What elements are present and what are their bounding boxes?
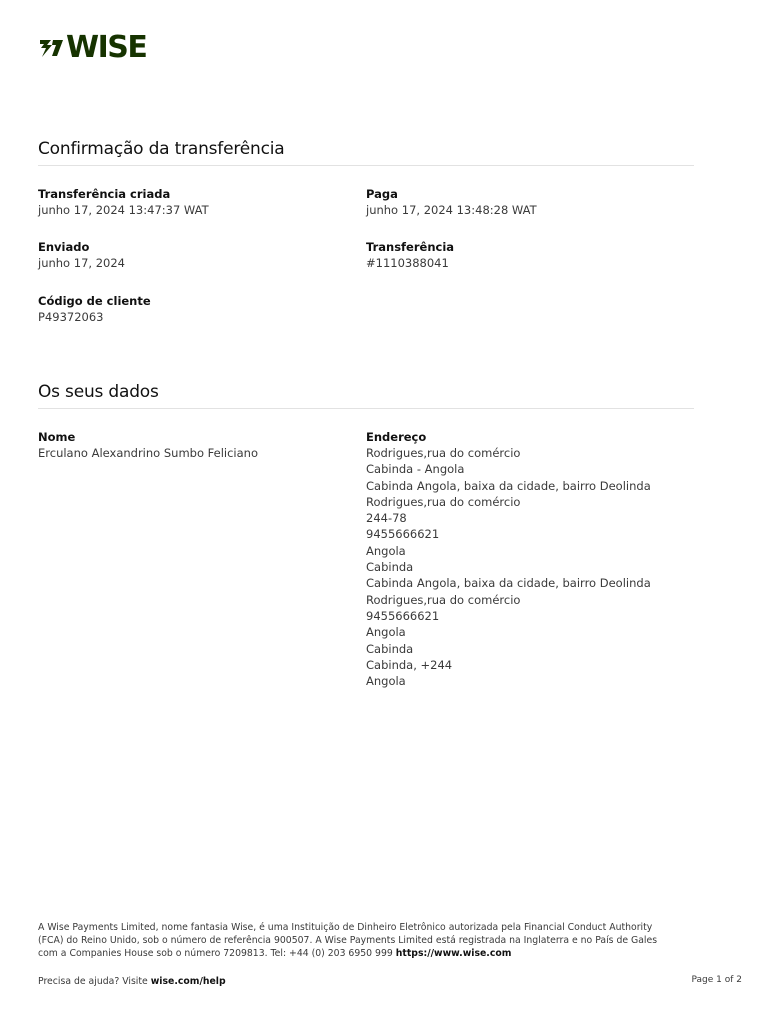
field-transfer-created [38, 186, 209, 218]
name-label: Nome [38, 430, 76, 444]
transfer-id-value: #1110388041 [366, 256, 449, 270]
address-value [366, 445, 651, 689]
paid-label: Paga [366, 187, 398, 201]
address-line: Cabinda - Angola [366, 462, 465, 477]
address-line: Angola [366, 543, 406, 558]
address-line: Cabinda [366, 560, 414, 575]
address-line: Rodrigues,rua do comércio [366, 592, 521, 607]
wise-logo [38, 30, 147, 65]
help-link[interactable]: wise.com/help [150, 976, 226, 987]
field-sent [38, 239, 125, 271]
wise-flag-icon [38, 35, 64, 61]
client-code-label: Código de cliente [38, 294, 151, 308]
address-line: Rodrigues,rua do comércio [366, 494, 521, 509]
address-line: Cabinda [366, 641, 414, 656]
transfer-confirmation-section [38, 139, 694, 166]
address-line: Cabinda Angola, baixa da cidade, bairro Deolinda [366, 576, 651, 591]
address-line: 9455666621 [366, 608, 440, 623]
wise-website-link[interactable]: https://www.wise.com [395, 948, 512, 959]
sent-label: Enviado [38, 240, 90, 254]
client-code-value: P49372063 [38, 310, 104, 324]
address-line: Rodrigues,rua do comércio [366, 446, 521, 460]
address-line: Cabinda Angola, baixa da cidade, bairro Deolinda [366, 478, 651, 493]
legal-disclaimer [38, 921, 678, 960]
legal-text: A Wise Payments Limited, nome fantasia Wise, é uma Instituição de Dinheiro Eletrônico autorizada pela Financial Conduct Authority (FCA) do Reino Unido, sob o número de referência 900507. A Wise Payments Limited está registrada na Inglaterra e no País de Gales com a Companies House sob o número 7209813. Tel: +44 (0) 203 6950 999 [38, 922, 658, 959]
help-text: Precisa de ajuda? Visite [38, 976, 148, 987]
section-title-transfer: Confirmação da transferência [38, 139, 694, 166]
field-client-code [38, 293, 151, 325]
address-line: 244-78 [366, 511, 407, 526]
transfer-created-value: junho 17, 2024 13:47:37 WAT [38, 203, 209, 217]
page-number: Page 1 of 2 [691, 975, 742, 985]
address-line: Cabinda, +244 [366, 657, 453, 672]
your-details-section [38, 382, 694, 409]
section-title-details: Os seus dados [38, 382, 694, 409]
address-line: Angola [366, 674, 406, 689]
field-name [38, 429, 258, 461]
help-line [38, 976, 226, 987]
address-label: Endereço [366, 430, 427, 444]
name-value: Erculano Alexandrino Sumbo Feliciano [38, 446, 258, 460]
field-transfer-id [366, 239, 454, 271]
paid-value: junho 17, 2024 13:48:28 WAT [366, 203, 537, 217]
field-address [366, 429, 651, 689]
address-line: 9455666621 [366, 527, 440, 542]
transfer-id-label: Transferência [366, 240, 455, 254]
field-paid [366, 186, 537, 218]
sent-value: junho 17, 2024 [38, 256, 125, 270]
address-line: Angola [366, 625, 406, 640]
transfer-created-label: Transferência criada [38, 187, 171, 201]
wise-wordmark: WISE [66, 30, 147, 65]
